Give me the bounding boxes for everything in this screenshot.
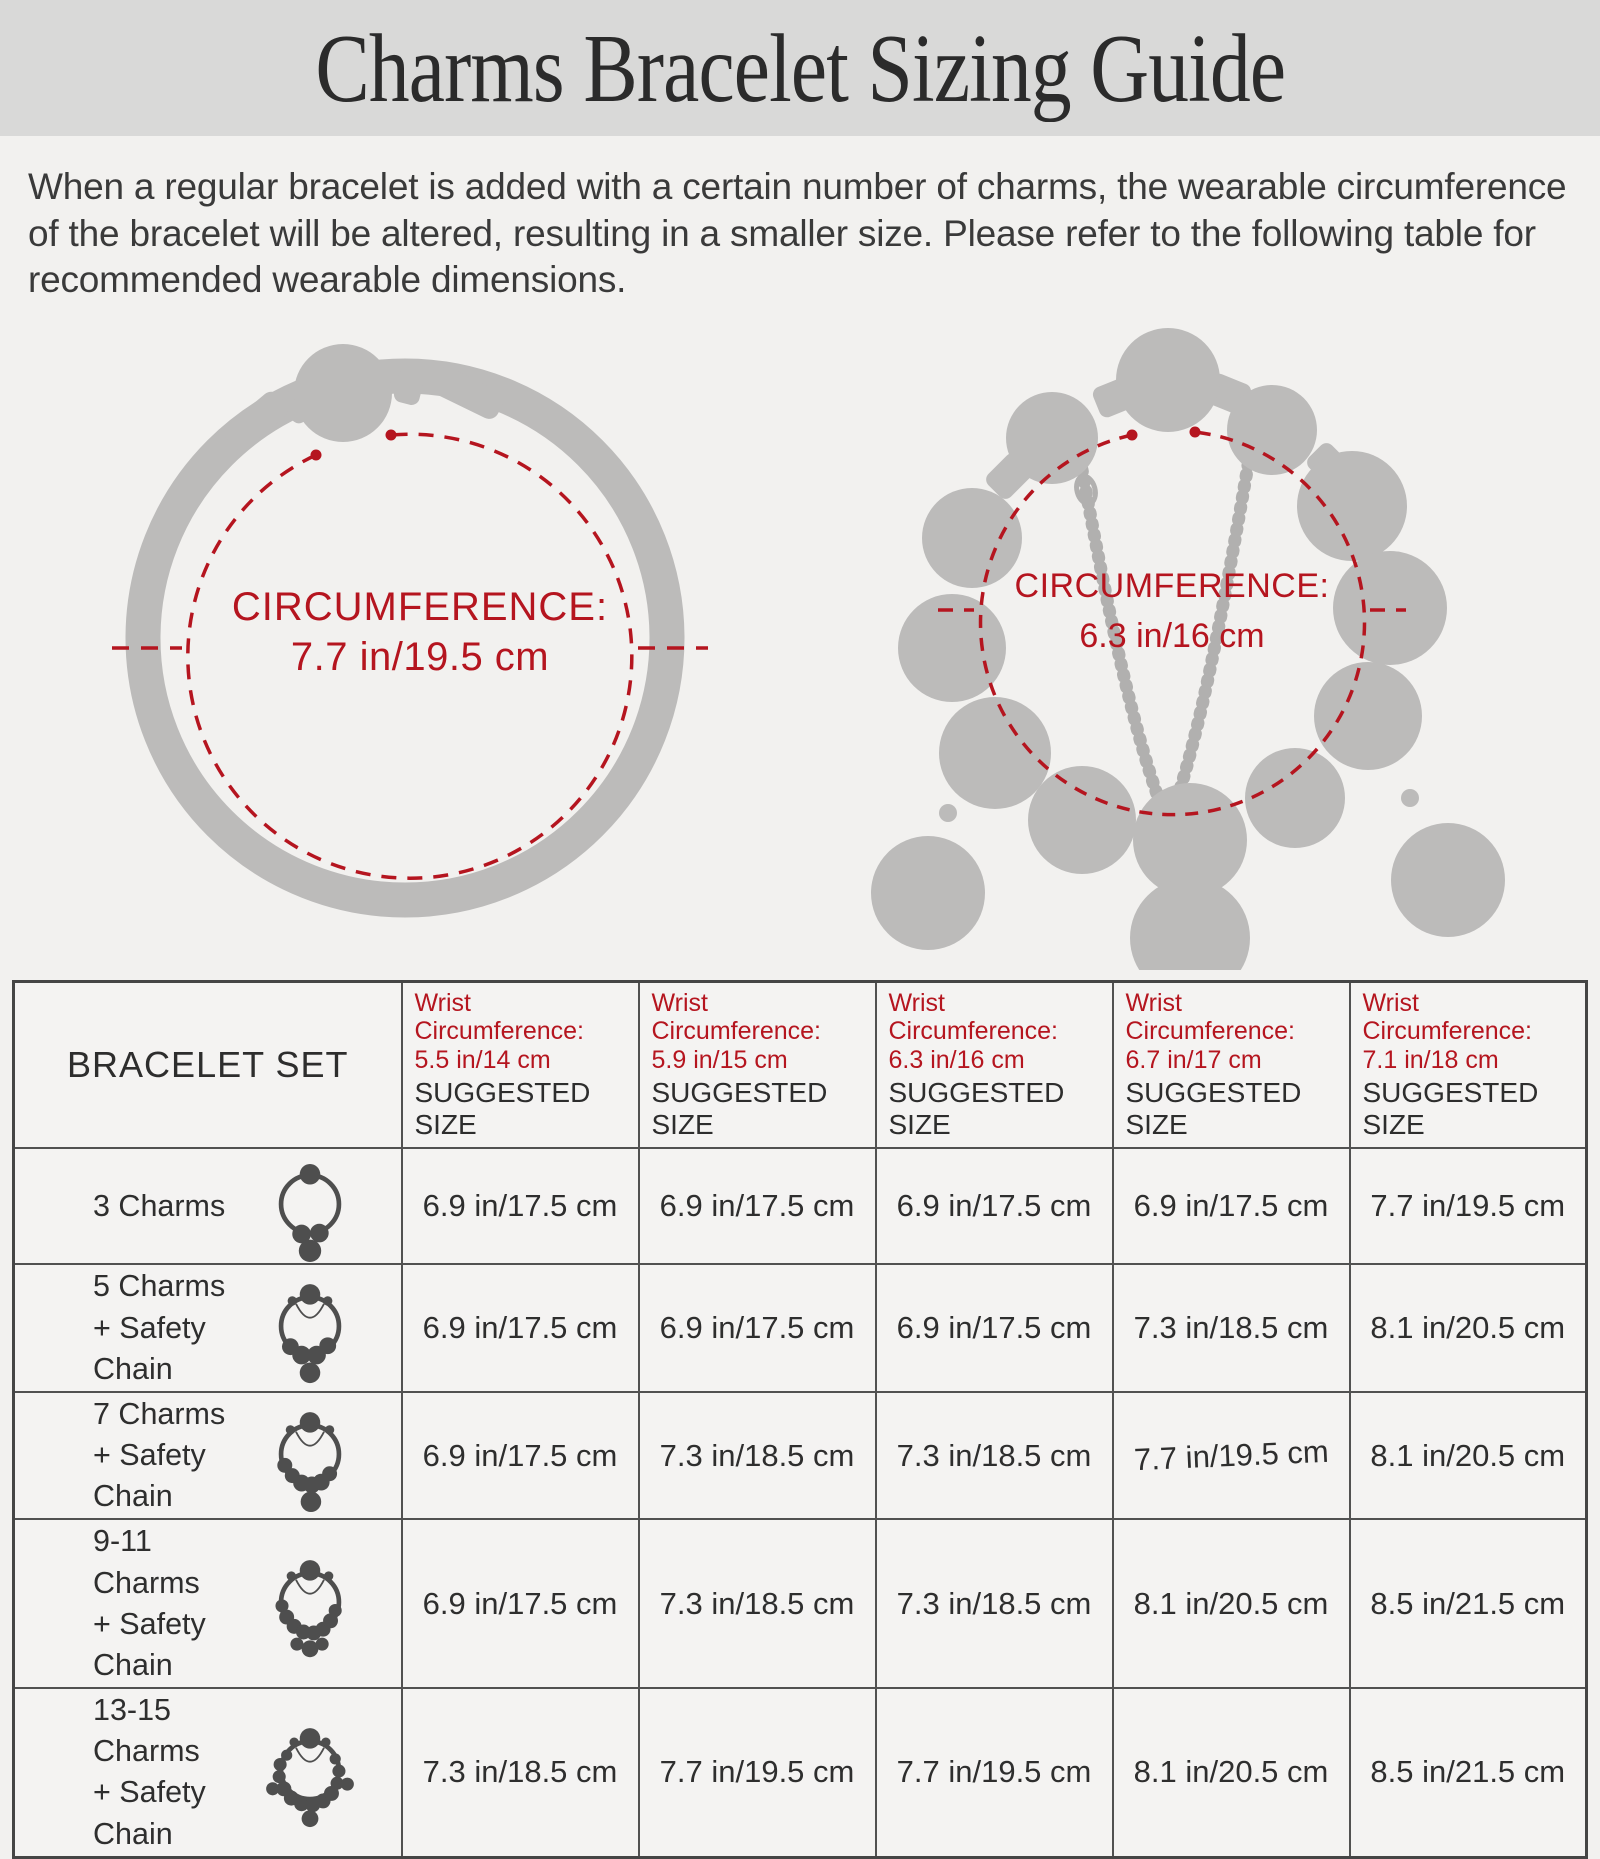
suggested-size-cell: 6.9 in/17.5 cm xyxy=(402,1148,639,1264)
wrist-circumference-label: Wrist Circumference: xyxy=(888,988,1058,1046)
bracelet-9-11-charms-safety-chain-icon xyxy=(262,1548,358,1660)
suggested-size-cell: 6.9 in/17.5 cm xyxy=(402,1264,639,1392)
bracelet-set-cell xyxy=(14,1688,402,1857)
charm-bracelet-circumference-label: CIRCUMFERENCE: xyxy=(1014,566,1330,605)
suggested-size-label: SUGGESTED SIZE xyxy=(414,1077,591,1141)
suggested-size-cell: 7.3 in/18.5 cm xyxy=(402,1688,639,1857)
sizing-table xyxy=(12,980,1588,1859)
intro-paragraph: When a regular bracelet is added with a certain number of charms, the wearable circumference of the bracelet will be altered, resulting in a smaller size. Please refer to the following table for recommended wearable dimensions. xyxy=(28,166,1567,301)
suggested-size-cell: 6.9 in/17.5 cm xyxy=(639,1148,876,1264)
suggested-size-cell: 8.1 in/20.5 cm xyxy=(1113,1688,1350,1857)
suggested-size-cell: 8.5 in/21.5 cm xyxy=(1350,1519,1587,1688)
bracelet-set-cell xyxy=(14,1519,402,1688)
wrist-column-header xyxy=(876,981,1113,1148)
suggested-size-label: SUGGESTED SIZE xyxy=(1125,1077,1302,1141)
suggested-size-cell: 7.3 in/18.5 cm xyxy=(876,1519,1113,1688)
wrist-circumference-label: Wrist Circumference: xyxy=(1362,988,1532,1046)
suggested-size-cell: 7.7 in/19.5 cm xyxy=(1350,1148,1587,1264)
bracelet-13-15-charms-safety-chain-icon xyxy=(262,1716,358,1828)
bracelet-set-header: BRACELET SET xyxy=(14,981,402,1148)
wrist-circumference-label: Wrist Circumference: xyxy=(1125,988,1295,1046)
bracelet-set-cell xyxy=(14,1264,402,1392)
charm-bracelet-with-safety-chain-silhouette xyxy=(871,328,1505,970)
bracelet-5-charms-safety-chain-icon xyxy=(262,1272,358,1384)
wrist-column-header xyxy=(1113,981,1350,1148)
suggested-size-cell: 8.1 in/20.5 cm xyxy=(1113,1519,1350,1688)
table-row xyxy=(14,1688,1587,1857)
plain-bracelet-circumference-value: 7.7 in/19.5 cm xyxy=(290,634,550,679)
wrist-circumference-value: 6.3 in/16 cm xyxy=(888,1045,1025,1074)
row-label: 3 Charms xyxy=(93,1188,226,1223)
wrist-circumference-value: 5.5 in/14 cm xyxy=(414,1045,551,1074)
suggested-size-cell: 7.7 in/19.5 cm xyxy=(639,1688,876,1857)
plain-bracelet-silhouette xyxy=(112,344,708,900)
title-band xyxy=(0,0,1600,136)
suggested-size-cell: 6.9 in/17.5 cm xyxy=(1113,1148,1350,1264)
clasp-bead xyxy=(294,344,392,442)
suggested-size-cell: 6.9 in/17.5 cm xyxy=(876,1264,1113,1392)
bracelet-7-charms-safety-chain-icon xyxy=(262,1400,358,1512)
table-row xyxy=(14,1148,1587,1264)
suggested-size-cell: 7.3 in/18.5 cm xyxy=(876,1392,1113,1520)
suggested-size-cell: 7.7 in/19.5 cm xyxy=(876,1688,1113,1857)
suggested-size-cell: 6.9 in/17.5 cm xyxy=(402,1519,639,1688)
charm-bracelet-circumference-value: 6.3 in/16 cm xyxy=(1079,616,1265,655)
suggested-size-cell: 6.9 in/17.5 cm xyxy=(639,1264,876,1392)
table-row xyxy=(14,1392,1587,1520)
suggested-size-cell: 8.5 in/21.5 cm xyxy=(1350,1688,1587,1857)
suggested-size-label: SUGGESTED SIZE xyxy=(1362,1077,1539,1141)
suggested-size-cell: 8.1 in/20.5 cm xyxy=(1350,1264,1587,1392)
suggested-size-cell: 7.7 in/19.5 cm xyxy=(1113,1392,1350,1520)
wrist-column-header xyxy=(402,981,639,1148)
bracelet-3-charms-icon xyxy=(262,1150,358,1262)
row-label: 7 Charms + Safety Chain xyxy=(93,1396,226,1514)
wrist-circumference-label: Wrist Circumference: xyxy=(414,988,584,1046)
bracelet-diagrams xyxy=(0,308,1600,970)
plain-bracelet-circumference-label: CIRCUMFERENCE: xyxy=(231,584,609,629)
suggested-size-cell: 6.9 in/17.5 cm xyxy=(876,1148,1113,1264)
wrist-circumference-label: Wrist Circumference: xyxy=(651,988,821,1046)
row-label: 9-11 Charms + Safety Chain xyxy=(93,1524,206,1682)
bracelet-set-cell xyxy=(14,1148,402,1264)
wrist-column-header xyxy=(1350,981,1587,1148)
table-row xyxy=(14,1519,1587,1688)
bracelet-set-cell xyxy=(14,1392,402,1520)
table-header-row xyxy=(14,981,1587,1148)
row-label: 13-15 Charms + Safety Chain xyxy=(93,1693,206,1851)
wrist-circumference-value: 6.7 in/17 cm xyxy=(1125,1045,1262,1074)
suggested-size-cell: 7.3 in/18.5 cm xyxy=(1113,1264,1350,1392)
wrist-circumference-value: 5.9 in/15 cm xyxy=(651,1045,788,1074)
wrist-circumference-value: 7.1 in/18 cm xyxy=(1362,1045,1499,1074)
row-label: 5 Charms + Safety Chain xyxy=(93,1269,226,1386)
suggested-size-cell: 8.1 in/20.5 cm xyxy=(1350,1392,1587,1520)
wrist-column-header xyxy=(639,981,876,1148)
table-row xyxy=(14,1264,1587,1392)
suggested-size-cell: 7.3 in/18.5 cm xyxy=(639,1392,876,1520)
suggested-size-label: SUGGESTED SIZE xyxy=(651,1077,828,1141)
suggested-size-cell: 6.9 in/17.5 cm xyxy=(402,1392,639,1520)
suggested-size-label: SUGGESTED SIZE xyxy=(888,1077,1065,1141)
page-title: Charms Bracelet Sizing Guide xyxy=(315,14,1285,122)
suggested-size-cell: 7.3 in/18.5 cm xyxy=(639,1519,876,1688)
